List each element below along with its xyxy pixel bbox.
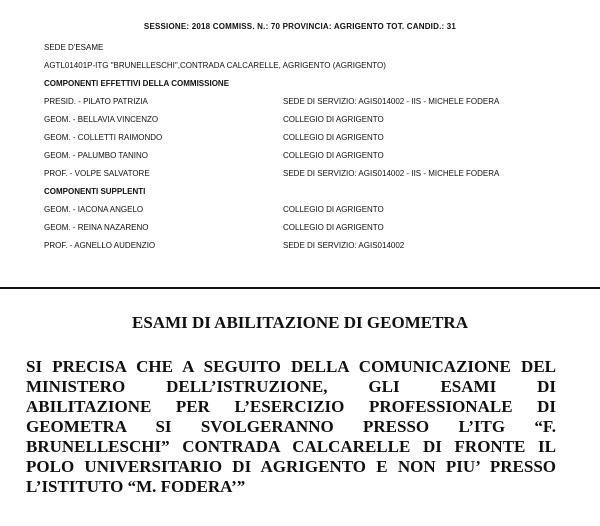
notice-line: MINISTERO DELL’ISTRUZIONE, GLI ESAMI DI (26, 377, 556, 396)
member-service: COLLEGIO DI AGRIGENTO (283, 151, 384, 160)
section-divider (0, 287, 600, 289)
substitute-service: COLLEGIO DI AGRIGENTO (283, 205, 384, 214)
notice-line: POLO UNIVERSITARIO DI AGRIGENTO E NON PIU’ PRESSO (26, 457, 556, 476)
notice-line: GEOMETRA SI SVOLGERANNO PRESSO L’ITG “F. (26, 417, 556, 436)
substitute-service: COLLEGIO DI AGRIGENTO (283, 223, 384, 232)
member-name: PROF. - VOLPE SALVATORE (44, 169, 150, 178)
notice-line: L’ISTITUTO “M. FODERA’” (26, 477, 246, 496)
notice-line: SI PRECISA CHE A SEGUITO DELLA COMUNICAZIONE DEL (26, 357, 556, 376)
substitute-name: GEOM. - IACONA ANGELO (44, 205, 144, 214)
sede-label: SEDE D'ESAME (44, 43, 104, 52)
member-name: GEOM. - COLLETTI RAIMONDO (44, 133, 163, 142)
session-header: SESSIONE: 2018 COMMISS. N.: 70 PROVINCIA: AGRIGENTO TOT. CANDID.: 31 (143, 22, 457, 31)
member-name: PRESID. - PILATO PATRIZIA (44, 97, 148, 106)
sede-value: AGTL01401P-ITG "BRUNELLESCHI",CONTRADA CALCARELLE, AGRIGENTO (AGRIGENTO) (44, 61, 386, 70)
member-name: GEOM. - BELLAVIA VINCENZO (44, 115, 159, 124)
substitute-name: PROF. - AGNELLO AUDENZIO (44, 241, 156, 250)
member-service: COLLEGIO DI AGRIGENTO (283, 115, 384, 124)
substitute-service: SEDE DI SERVIZIO: AGIS014002 (283, 241, 405, 250)
substitute-name: GEOM. - REINA NAZARENO (44, 223, 149, 232)
member-service: SEDE DI SERVIZIO: AGIS014002 - IIS - MICHELE FODERA (283, 169, 500, 178)
notice-line: ABILITAZIONE PER L’ESERCIZIO PROFESSIONALE DI (26, 397, 556, 416)
notice-line: BRUNELLESCHI” CONTRADA CALCARELLE DI FRONTE IL (26, 437, 556, 456)
effettivi-label: COMPONENTI EFFETTIVI DELLA COMMISSIONE (44, 79, 230, 88)
supplenti-label: COMPONENTI SUPPLENTI (44, 187, 146, 196)
member-name: GEOM. - PALUMBO TANINO (44, 151, 149, 160)
member-service: COLLEGIO DI AGRIGENTO (283, 133, 384, 142)
member-service: SEDE DI SERVIZIO: AGIS014002 - IIS - MICHELE FODERA (283, 97, 500, 106)
notice-title: ESAMI DI ABILITAZIONE DI GEOMETRA (132, 313, 468, 332)
